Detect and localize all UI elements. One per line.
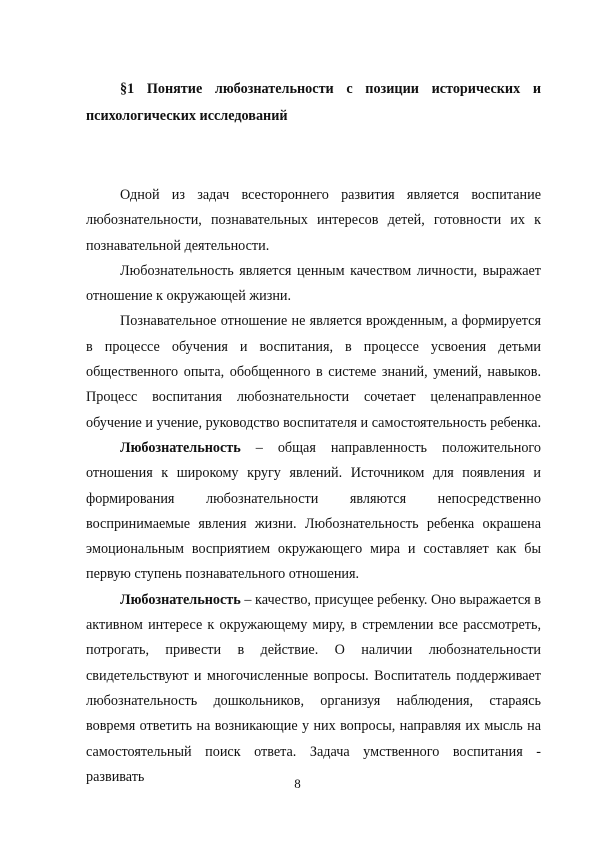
paragraph-4 [86, 436, 541, 588]
paragraph-5 [86, 588, 541, 790]
paragraph-2-text: Любознательность является ценным качеством личности, выражает отношение к окружающей жизни. [86, 262, 541, 305]
paragraph-4-text: – общая направленность положительного отношения к широкому кругу явлений. Источником для появления и формирования любознательности являются непосредственно воспринимаемые явления жизни. Любознательность ребенка окрашена эмоциональным восприятием окружающего мира и составляет как бы первую ступень познавательного отношения. [86, 439, 541, 583]
paragraph-2 [86, 259, 541, 310]
paragraph-1-text: Одной из задач всестороннего развития является воспитание любознательности, познавательных интересов детей, готовности их к познавательной деятельности. [86, 187, 541, 254]
text-column [86, 76, 541, 790]
section-heading: §1 Понятие любознательности с позиции исторических и психологических исследований [86, 81, 541, 124]
paragraph-5-text: – качество, присущее ребенку. Оно выражается в активном интересе к окружающему миру, в стремлении все рассмотреть, потрогать, привести в действие. О наличии любознательности свидетельствуют и многочисленные вопросы. Воспитатель поддерживает любознательность дошкольников, организуя наблюдения, стараясь вовремя ответить на возникающие у них вопросы, направляя их мысль на самостоятельный поиск ответа. Задача умственного воспитания - развивать [86, 591, 541, 785]
paragraph-3 [86, 309, 541, 435]
paragraph-3-text: Познавательное отношение не является врожденным, а формируется в процессе обучения и воспитания, в процессе усвоения детьми общественного опыта, обобщенного в системе знаний, умений, навыков. Процесс воспитания любознательности сочетает целенаправленное обучение и учение, руководство воспитателя и самостоятельность ребенка. [86, 313, 541, 431]
page-number: 8 [294, 776, 301, 791]
paragraph-1 [86, 183, 541, 259]
paragraph-5-lead-term: Любознательность [120, 591, 241, 608]
paragraph-4-lead-term: Любознательность [120, 439, 241, 456]
